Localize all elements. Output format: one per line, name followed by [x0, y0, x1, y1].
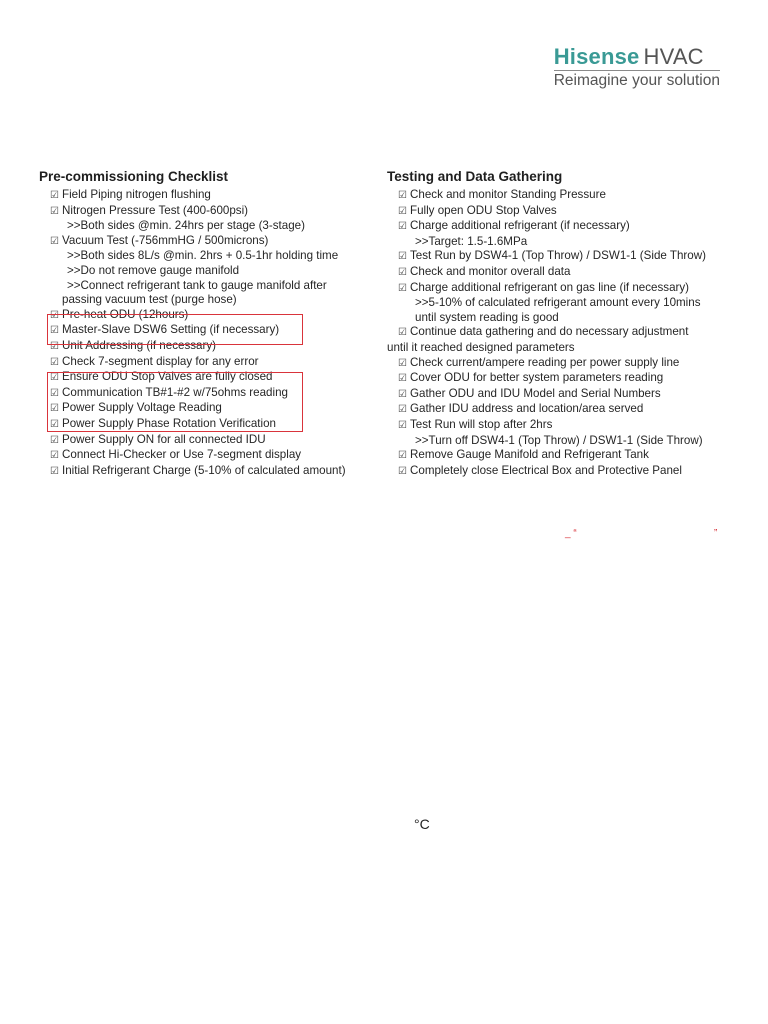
checkbox-icon: ☑: [50, 235, 59, 247]
checklist-item-text: Remove Gauge Manifold and Refrigerant Tank: [410, 448, 649, 462]
checkbox-icon: ☑: [50, 387, 59, 399]
checklist-item: [39, 188, 379, 204]
checklist-item: [39, 249, 379, 264]
checklist-item: [387, 249, 732, 265]
checklist-item: [39, 279, 379, 294]
checklist-item-text: Gather IDU address and location/area served: [410, 402, 644, 416]
degree-symbol: °C: [414, 816, 430, 832]
checkbox-icon: ☑: [398, 205, 407, 217]
checklist-item: [387, 265, 732, 281]
checklist-item-text: passing vacuum test (purge hose): [62, 293, 237, 307]
checklist-item: [39, 264, 379, 279]
checkbox-icon: ☑: [50, 450, 59, 462]
checklist-item-text: Charge additional refrigerant (if necessary): [410, 219, 630, 233]
checklist-item-text: Continue data gathering and do necessary adjustment: [410, 325, 689, 339]
checklist-item: [387, 402, 732, 418]
checklist-item-text: >>Both sides @min. 24hrs per stage (3-stage): [67, 219, 305, 233]
checklist-item: [39, 234, 379, 250]
brand-logo: [554, 44, 720, 90]
checklist-item-text: Master-Slave DSW6 Setting (if necessary): [62, 323, 280, 337]
checklist-item-text: Vacuum Test (-756mmHG / 500microns): [62, 233, 269, 247]
checklist-item: [39, 293, 379, 308]
checklist-item: [39, 448, 379, 464]
checklist-item-text: Power Supply Voltage Reading: [62, 401, 222, 415]
stray-mark-right: ”: [714, 528, 718, 539]
checklist-item: [387, 235, 732, 250]
checklist-item-text: Initial Refrigerant Charge (5-10% of calculated amount): [62, 463, 346, 477]
checklist-item-text: Check 7-segment display for any error: [62, 354, 259, 368]
checklist-item-text: Test Run will stop after 2hrs: [410, 417, 553, 431]
checkbox-icon: ☑: [50, 309, 59, 321]
checkbox-icon: ☑: [50, 325, 59, 337]
checkbox-icon: ☑: [398, 419, 407, 431]
checklist-item-text: until system reading is good: [415, 310, 559, 324]
checklist-item-text: Nitrogen Pressure Test (400-600psi): [62, 203, 249, 217]
checklist-item-text: Check and monitor overall data: [410, 264, 571, 278]
checkbox-icon: ☑: [398, 388, 407, 400]
checklist-item-text: >>Turn off DSW4-1 (Top Throw) / DSW1-1 (Side Throw): [415, 433, 703, 447]
checklist-item-text: >>Do not remove gauge manifold: [67, 263, 240, 277]
brand-name-text: Hisense: [553, 44, 640, 69]
checklist-item-text: Completely close Electrical Box and Protective Panel: [410, 463, 682, 477]
testing-section: [387, 168, 732, 479]
checklist-item-text: Check and monitor Standing Pressure: [410, 188, 606, 201]
checklist-item: [387, 204, 732, 220]
checkbox-icon: ☑: [398, 357, 407, 369]
checkbox-icon: ☑: [398, 221, 407, 233]
checklist-item: [39, 464, 379, 480]
checkbox-icon: ☑: [50, 340, 59, 352]
highlight-box-settings: [47, 314, 303, 345]
checklist-item: [387, 325, 732, 341]
checkbox-icon: ☑: [398, 404, 407, 416]
checklist-item: [387, 188, 732, 204]
checklist-item: [387, 434, 732, 449]
checklist-item: [39, 204, 379, 220]
checklist-item: [387, 281, 732, 297]
checklist-item-text: >>Both sides 8L/s @min. 2hrs + 0.5-1hr holding time: [67, 249, 339, 263]
checkbox-icon: ☑: [398, 465, 407, 477]
checklist-item-text: Unit Addressing (if necessary): [62, 338, 217, 352]
checkbox-icon: ☑: [50, 372, 59, 384]
checklist-item: [387, 219, 732, 235]
checkbox-icon: ☑: [50, 465, 59, 477]
checklist-item: [387, 311, 732, 326]
checklist-item: [387, 448, 732, 464]
checklist-item-text: Ensure ODU Stop Valves are fully closed: [62, 370, 273, 384]
checklist-item-text: Power Supply Phase Rotation Verification: [62, 416, 276, 430]
checklist-item: [39, 433, 379, 449]
checkbox-icon: ☑: [50, 434, 59, 446]
stray-mark-left: _ “: [565, 528, 577, 539]
checklist-item: [387, 371, 732, 387]
checkbox-icon: ☑: [398, 327, 407, 339]
checklist-item: [387, 418, 732, 434]
checkbox-icon: ☑: [50, 403, 59, 415]
checklist-item-text: >>Target: 1.5-1.6MPa: [415, 234, 528, 248]
checkbox-icon: ☑: [50, 205, 59, 217]
checkbox-icon: ☑: [398, 282, 407, 294]
checklist-item-text: >>5-10% of calculated refrigerant amount every 10mins: [415, 296, 701, 310]
brand-tagline: Reimagine your solution: [553, 72, 720, 89]
checklist-item: [387, 296, 732, 311]
checklist-item-text: Charge additional refrigerant on gas line (if necessary): [410, 280, 690, 294]
checklist-item-text: Field Piping nitrogen flushing: [62, 188, 211, 201]
brand-suffix: HVAC: [643, 44, 704, 69]
pre-commissioning-title: Pre-commissioning Checklist: [39, 169, 229, 184]
checklist-item-text: Test Run by DSW4-1 (Top Throw) / DSW1-1 (Side Throw): [410, 249, 706, 263]
checklist-item-text: Fully open ODU Stop Valves: [410, 203, 557, 217]
checklist-item-text: >>Connect refrigerant tank to gauge manifold after: [67, 278, 327, 292]
checkbox-icon: ☑: [398, 251, 407, 263]
checklist-item-text: until it reached designed parameters: [387, 340, 575, 354]
checklist-item: [39, 219, 379, 234]
checkbox-icon: ☑: [398, 266, 407, 278]
highlight-box-power: [47, 372, 303, 432]
checklist-item-text: Cover ODU for better system parameters reading: [410, 371, 664, 385]
checklist-item: [387, 387, 732, 403]
brand-name: [554, 44, 720, 70]
checkbox-icon: ☑: [50, 418, 59, 430]
testing-title: Testing and Data Gathering: [387, 169, 563, 184]
checklist-item: [387, 356, 732, 372]
checklist-item: [387, 341, 732, 356]
checklist-item-text: Check current/ampere reading per power supply line: [410, 355, 680, 369]
testing-list: [387, 188, 732, 479]
checklist-item-text: Communication TB#1-#2 w/75ohms reading: [62, 385, 288, 399]
checklist-item-text: Pre-heat ODU (12hours): [62, 307, 189, 321]
checklist-item: [387, 464, 732, 480]
checklist-item: [39, 355, 379, 371]
checkbox-icon: ☑: [398, 450, 407, 462]
checkbox-icon: ☑: [50, 356, 59, 368]
checklist-item-text: Gather ODU and IDU Model and Serial Numbers: [410, 386, 661, 400]
checkbox-icon: ☑: [398, 373, 407, 385]
checkbox-icon: ☑: [50, 190, 59, 201]
checklist-item-text: Power Supply ON for all connected IDU: [62, 432, 266, 446]
checklist-item-text: Connect Hi-Checker or Use 7-segment display: [62, 448, 302, 462]
checkbox-icon: ☑: [398, 190, 407, 201]
